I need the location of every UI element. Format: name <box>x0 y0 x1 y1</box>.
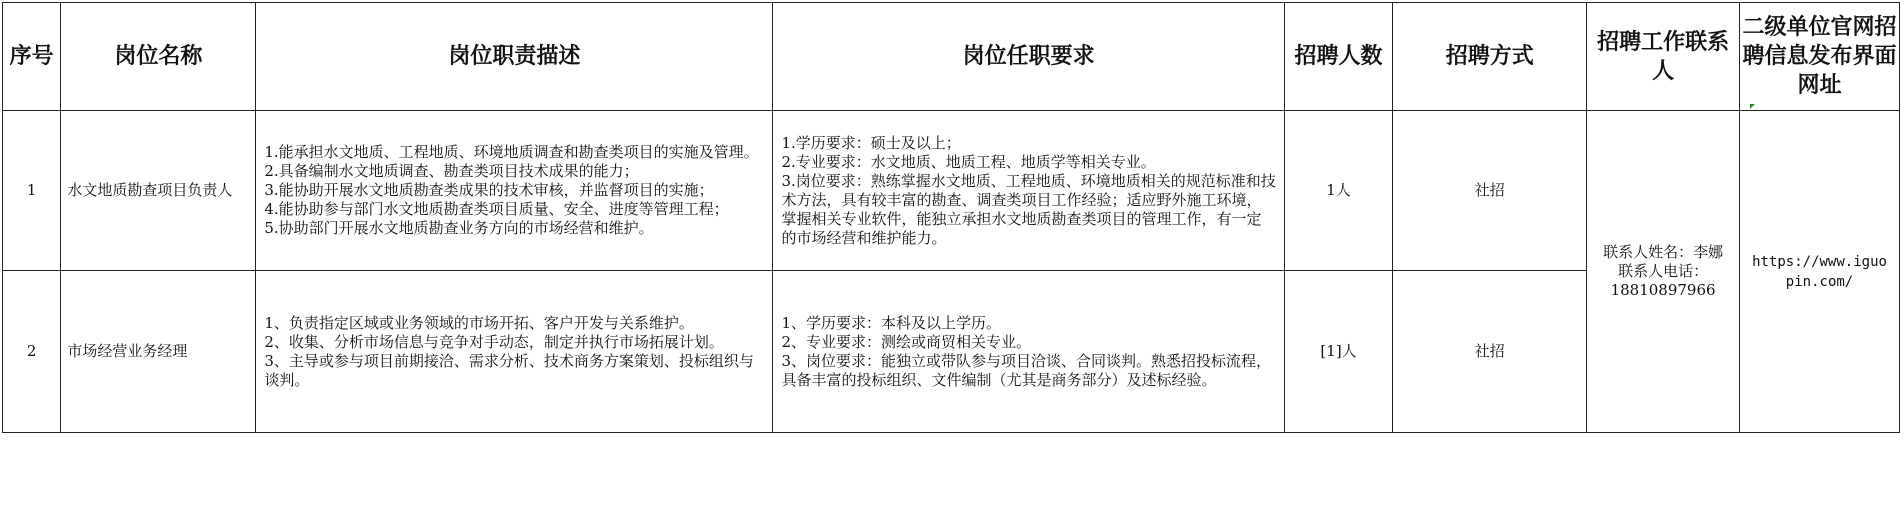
duty-line: 2、收集、分析市场信息与竞争对手动态，制定并执行市场拓展计划。 <box>264 332 724 351</box>
row-count: [1]人 <box>1284 271 1393 433</box>
requirement-line: 1.学历要求：硕士及以上； <box>781 133 961 152</box>
duty-line: 1、负责指定区域或业务领域的市场开拓、客户开发与关系维护。 <box>264 313 694 332</box>
website-link[interactable]: https://www.iguopin.com/ <box>1752 253 1887 290</box>
row-position-name: 水文地质勘查项目负责人 <box>61 111 256 271</box>
requirement-line: 3.岗位要求：熟练掌握水文地质、工程地质、环境地质相关的规范标准和技术方法，具有较丰富的勘查、调查类项目工作经验；适应野外施工环境，掌握相关专业软件，能独立承担水文地质勘查类项目的管理工作，有一定的市场经营和维护能力。 <box>781 171 1276 247</box>
header-duty: 岗位职责描述 <box>256 3 773 111</box>
requirement-line: 2、专业要求：测绘或商贸相关专业。 <box>781 332 1031 351</box>
header-contact: 招聘工作联系人 <box>1587 3 1740 111</box>
row-count: 1人 <box>1284 111 1393 271</box>
header-method: 招聘方式 <box>1393 3 1587 111</box>
row-duty <box>256 271 773 433</box>
duty-line: 5.协助部门开展水文地质勘查业务方向的市场经营和维护。 <box>264 219 654 237</box>
row-duty <box>256 111 773 271</box>
duty-line: 2.具备编制水文地质调查、勘查类项目技术成果的能力； <box>264 162 639 180</box>
header-website: 二级单位官网招聘信息发布界面网址 <box>1740 3 1900 111</box>
contact-cell <box>1587 111 1740 433</box>
header-position-name: 岗位名称 <box>61 3 256 111</box>
duty-line: 4.能协助参与部门水文地质勘查类项目质量、安全、进度等管理工程； <box>264 200 729 218</box>
requirement-line: 1、学历要求：本科及以上学历。 <box>781 313 1001 332</box>
row-no: 1 <box>3 111 61 271</box>
contact-name: 联系人姓名：李娜 <box>1603 243 1724 261</box>
header-no: 序号 <box>3 3 61 111</box>
header-count: 招聘人数 <box>1284 3 1393 111</box>
website-cell <box>1740 111 1900 433</box>
table-row <box>3 111 1900 271</box>
row-position-name: 市场经营业务经理 <box>61 271 256 433</box>
contact-phone-label: 联系人电话： <box>1618 262 1709 280</box>
requirement-line: 3、岗位要求：能独立或带队参与项目洽谈、合同谈判。熟悉招投标流程，具备丰富的投标组织、文件编制（尤其是商务部分）及述标经验。 <box>781 351 1271 389</box>
row-method: 社招 <box>1393 111 1587 271</box>
row-no: 2 <box>3 271 61 433</box>
duty-line: 3、主导或参与项目前期接洽、需求分析、技术商务方案策划、投标组织与谈判。 <box>264 351 754 389</box>
contact-phone: 18810897966 <box>1610 281 1716 299</box>
recruitment-table <box>2 2 1900 433</box>
duty-line: 3.能协助开展水文地质勘查类成果的技术审核，并监督项目的实施； <box>264 181 714 199</box>
requirement-line: 2.专业要求：水文地质、地质工程、地质学等相关专业。 <box>781 152 1156 171</box>
row-requirement <box>773 271 1284 433</box>
header-requirement: 岗位任职要求 <box>773 3 1284 111</box>
row-requirement <box>773 111 1284 271</box>
row-method: 社招 <box>1393 271 1587 433</box>
header-row <box>3 3 1900 111</box>
duty-line: 1.能承担水文地质、工程地质、环境地质调查和勘查类项目的实施及管理。 <box>264 143 759 161</box>
